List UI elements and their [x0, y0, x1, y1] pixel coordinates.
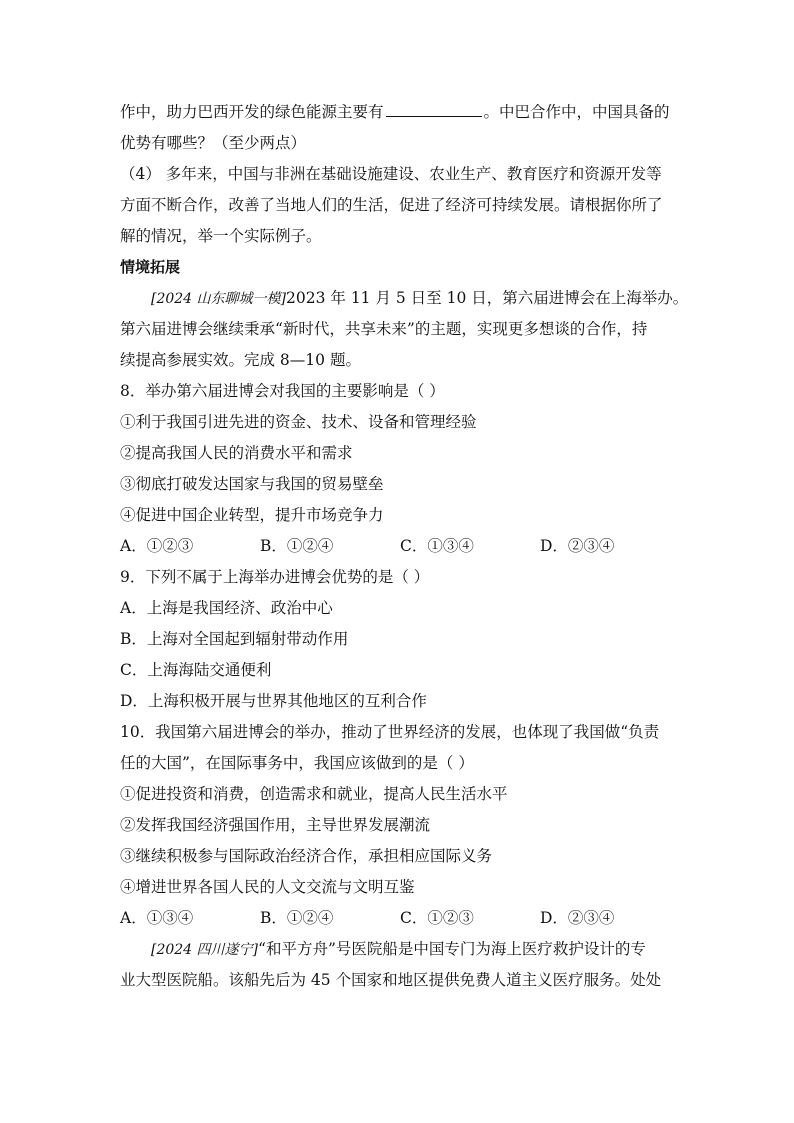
q10-item-3: ③继续积极参与国际政治经济合作，承担相应国际义务 [120, 847, 493, 865]
context1-line-1 [120, 283, 689, 314]
q10-option-b[interactable]: B．①②④ [260, 909, 334, 927]
q8-option-a[interactable]: A．①②③ [120, 537, 194, 555]
context1-source: [2024 山东聊城一模] [151, 291, 287, 307]
section-heading: 情境拓展 [120, 258, 181, 276]
q7-text-b: 。中巴合作中，中国具备的 [483, 103, 670, 121]
q9-option-c[interactable]: C．上海海陆交通便利 [120, 661, 272, 679]
context2-line-2: 业大型医院船。该船先后为 45 个国家和地区提供免费人道主义医疗服务。处处 [120, 971, 662, 989]
q9-stem: 9．下列不属于上海举办进博会优势的是（ ） [120, 568, 430, 586]
q9-option-a[interactable]: A．上海是我国经济、政治中心 [120, 599, 333, 617]
context2-source: [2024 四川遂宁] [151, 942, 259, 958]
q8-item-4: ④促进中国企业转型，提升市场竞争力 [120, 506, 384, 524]
q8-item-2: ②提高我国人民的消费水平和需求 [120, 444, 353, 462]
q8-option-c[interactable]: C．①③④ [400, 537, 474, 555]
q7-text-a: 作中，助力巴西开发的绿色能源主要有 [120, 103, 384, 121]
context2-line-1 [120, 934, 680, 965]
q8-stem: 8．举办第六届进博会对我国的主要影响是（ ） [120, 382, 445, 400]
context1-text: 2023 年 11 月 5 日至 10 日，第六届进博会在上海举办。 [286, 289, 689, 307]
context1-line-2: 第六届进博会继续秉承“新时代，共享未来”的主题，实现更多想谈的合作，持 [120, 320, 648, 338]
q7-line-2: 优势有哪些？（至少两点） [120, 134, 307, 152]
q10-option-c[interactable]: C．①②③ [400, 909, 474, 927]
q7-part4-line-1: （4） 多年来，中国与非洲在基础设施建设、农业生产、教育医疗和资源开发等 [120, 165, 662, 183]
answer-blank[interactable] [386, 99, 482, 117]
q10-option-d[interactable]: D．②③④ [540, 909, 615, 927]
q7-line-1 [120, 97, 680, 128]
q8-option-d[interactable]: D．②③④ [540, 537, 615, 555]
q8-item-1: ①利于我国引进先进的资金、技术、设备和管理经验 [120, 413, 477, 431]
q10-item-2: ②发挥我国经济强国作用，主导世界发展潮流 [120, 816, 431, 834]
context2-text: “和平方舟”号医院船是中国专门为海上医疗救护设计的专 [258, 940, 646, 958]
page-content [120, 97, 689, 996]
q10-stem-line-2: 任的大国”，在国际事务中，我国应该做到的是（ ） [120, 754, 474, 772]
q7-part4-line-3: 解的情况，举一个实际例子。 [120, 227, 322, 245]
q7-part4-line-2: 方面不断合作，改善了当地人们的生活，促进了经济可持续发展。请根据你所了 [120, 196, 663, 214]
q9-option-d[interactable]: D．上海积极开展与世界其他地区的互利合作 [120, 692, 427, 710]
q10-option-a[interactable]: A．①③④ [120, 909, 194, 927]
q9-option-b[interactable]: B．上海对全国起到辐射带动作用 [120, 630, 349, 648]
q8-options [120, 531, 680, 562]
q10-item-4: ④增进世界各国人民的人文交流与文明互鉴 [120, 878, 415, 896]
q10-stem-line-1: 10．我国第六届进博会的举办，推动了世界经济的发展，也体现了我国做“负责 [120, 723, 660, 741]
context1-line-3: 续提高参展实效。完成 8—10 题。 [120, 351, 361, 369]
q10-options [120, 903, 680, 934]
q8-item-3: ③彻底打破发达国家与我国的贸易壁垒 [120, 475, 384, 493]
q10-item-1: ①促进投资和消费，创造需求和就业，提高人民生活水平 [120, 785, 508, 803]
q8-option-b[interactable]: B．①②④ [260, 537, 334, 555]
